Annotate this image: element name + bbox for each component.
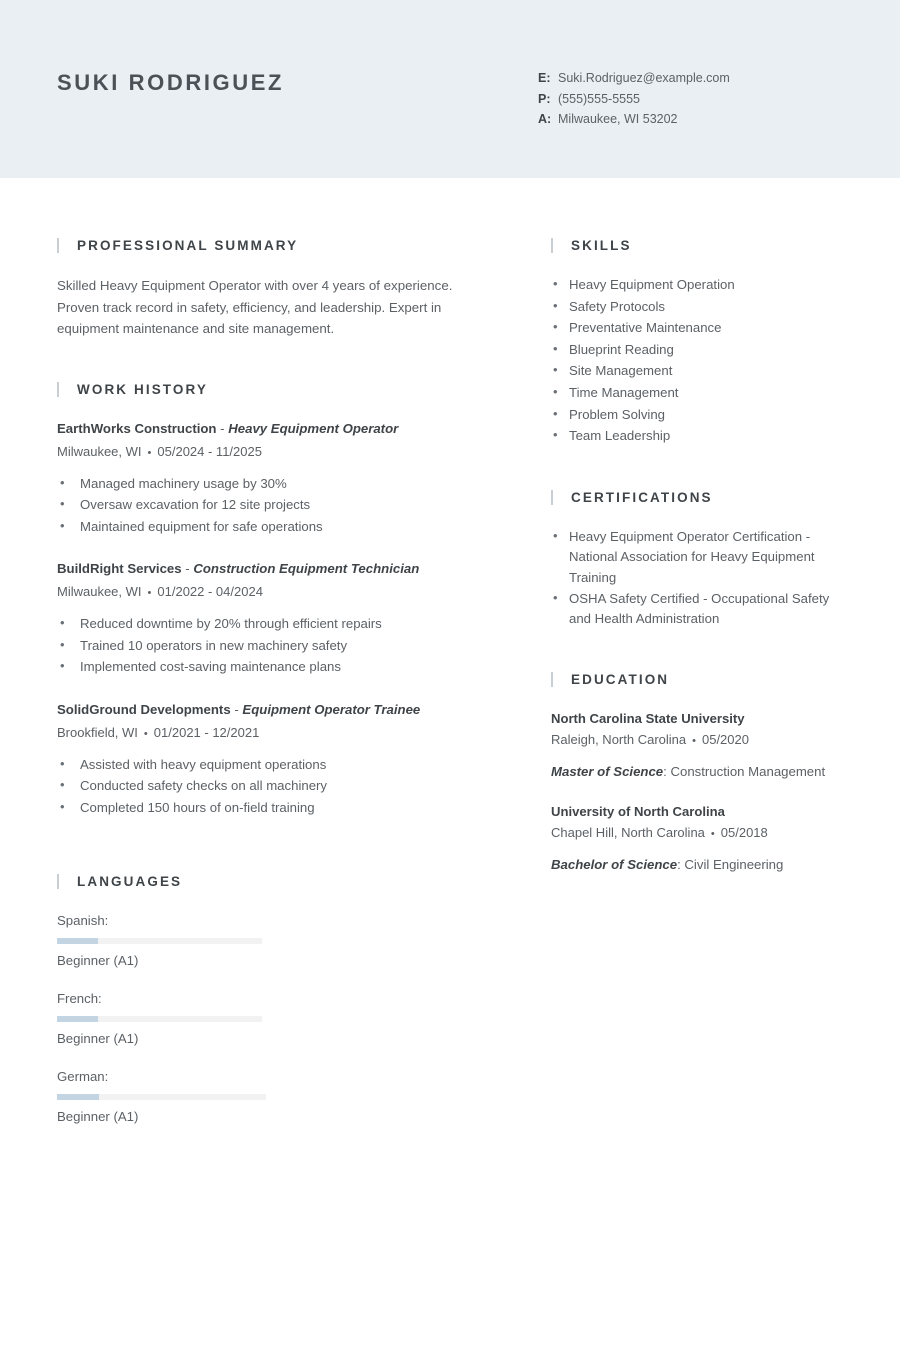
education-location: Chapel Hill, North Carolina — [551, 825, 705, 841]
section-education — [551, 672, 851, 876]
contact-label-email: E: — [538, 71, 551, 85]
separator-dot-icon: • — [147, 587, 152, 599]
list-item: • Oversaw excavation for 12 site projects — [57, 495, 497, 516]
contact-value-phone: (555)555-5555 — [558, 91, 641, 106]
language-progress-track — [57, 1094, 266, 1100]
section-title-label: LANGUAGES — [77, 874, 183, 889]
job-location: Milwaukee, WI — [57, 584, 142, 599]
job-heading — [57, 419, 497, 439]
contact-row-phone — [538, 89, 730, 110]
summary-text: Skilled Heavy Equipment Operator with over 4 years of experience. Proven track record in safety, efficiency, and leadership. Expert in equipment maintenance and site management. — [57, 278, 453, 336]
job-company: SolidGround Developments — [57, 701, 231, 717]
job-title: Construction Equipment Technician — [193, 561, 420, 576]
section-title-skills — [551, 238, 851, 253]
contact-row-address — [538, 109, 730, 130]
contact-label-phone: P: — [538, 91, 551, 106]
job-company: BuildRight Services — [57, 561, 182, 576]
education-degree-field: : Construction Management — [663, 763, 826, 779]
education-degree — [551, 762, 851, 783]
section-languages — [57, 874, 497, 1145]
language-progress-fill — [57, 938, 98, 944]
language-grid — [57, 911, 497, 1145]
list-item: • Managed machinery usage by 30% — [57, 474, 497, 495]
job-meta — [57, 441, 497, 464]
section-title-label: EDUCATION — [571, 671, 670, 687]
section-title-professional-summary — [57, 238, 497, 253]
section-certifications — [551, 490, 851, 630]
page-title: SUKI RODRIGUEZ — [57, 70, 285, 95]
job-dates: 01/2022 - 04/2024 — [157, 584, 263, 599]
contact-block — [538, 68, 730, 130]
contact-label-address: A: — [538, 112, 552, 126]
list-item: • Blueprint Reading — [551, 340, 851, 361]
job-title: Equipment Operator Trainee — [242, 701, 421, 717]
section-skills — [551, 238, 851, 447]
list-item: • Site Management — [551, 361, 851, 382]
language-item — [57, 989, 286, 1049]
job-separator: - — [234, 701, 239, 717]
section-title-education — [551, 672, 851, 687]
section-work-history — [57, 382, 497, 819]
accent-bar-icon — [57, 382, 59, 397]
accent-bar-icon — [551, 672, 553, 687]
left-column — [57, 238, 497, 1145]
language-progress-fill — [57, 1016, 98, 1022]
list-item: • Assisted with heavy equipment operations — [57, 755, 497, 776]
list-item: • Time Management — [551, 383, 851, 404]
job-location: Milwaukee, WI — [57, 443, 142, 459]
resume-header — [0, 0, 900, 178]
contact-value-email: Suki.Rodriguez@example.com — [558, 71, 730, 85]
spacer — [57, 340, 497, 382]
education-location: Raleigh, North Carolina — [551, 731, 687, 747]
list-item: • Implemented cost-saving maintenance plans — [57, 657, 497, 678]
education-school: University of North Carolina — [551, 804, 725, 820]
list-item: • Preventative Maintenance — [551, 318, 851, 339]
work-history-entry — [57, 559, 497, 678]
language-progress-track — [57, 1016, 262, 1022]
section-professional-summary — [57, 238, 497, 340]
job-bullet-list — [57, 474, 497, 538]
section-title-label: SKILLS — [571, 238, 632, 253]
skills-list — [551, 275, 851, 447]
list-item: • Heavy Equipment Operation — [551, 275, 851, 296]
education-degree-label: Bachelor of Science — [551, 857, 678, 873]
education-entry — [551, 802, 851, 876]
section-title-certifications — [551, 490, 851, 505]
language-level: Beginner (A1) — [57, 1031, 139, 1046]
language-progress-fill — [57, 1094, 99, 1100]
accent-bar-icon — [551, 238, 553, 253]
job-heading — [57, 700, 497, 720]
list-item: • Trained 10 operators in new machinery safety — [57, 636, 497, 657]
section-title-work-history — [57, 382, 497, 397]
separator-dot-icon: • — [710, 828, 715, 841]
spacer — [57, 840, 497, 874]
education-school: North Carolina State University — [551, 710, 745, 726]
job-separator: - — [220, 420, 225, 436]
education-degree-label: Master of Science — [551, 763, 664, 779]
job-heading — [57, 559, 497, 579]
spacer — [551, 448, 851, 490]
education-degree-field: : Civil Engineering — [677, 857, 784, 873]
education-date: 05/2018 — [720, 825, 768, 841]
work-history-entry — [57, 419, 497, 538]
job-title: Heavy Equipment Operator — [228, 420, 399, 436]
language-item — [57, 1067, 286, 1127]
list-item: • Safety Protocols — [551, 297, 851, 318]
list-item: • Team Leadership — [551, 426, 851, 447]
job-company: EarthWorks Construction — [57, 420, 217, 436]
separator-dot-icon: • — [147, 446, 152, 459]
contact-value-address: Milwaukee, WI 53202 — [558, 112, 678, 126]
job-separator: - — [185, 561, 190, 576]
contact-row-email — [538, 68, 730, 89]
accent-bar-icon — [57, 874, 59, 889]
certifications-list — [551, 527, 851, 630]
language-level: Beginner (A1) — [57, 1109, 139, 1124]
separator-dot-icon: • — [692, 734, 696, 747]
section-title-label: PROFESSIONAL SUMMARY — [77, 238, 299, 253]
section-title-label: WORK HISTORY — [77, 381, 208, 397]
education-meta — [551, 729, 851, 752]
education-date: 05/2020 — [701, 731, 749, 747]
job-dates: 01/2021 - 12/2021 — [153, 724, 260, 740]
right-column — [551, 238, 851, 896]
accent-bar-icon — [57, 238, 59, 253]
language-name: French: — [57, 991, 102, 1006]
list-item: • Heavy Equipment Operator Certification - National Association for Heavy Equipment Training — [551, 527, 851, 589]
language-progress-track — [57, 938, 262, 944]
job-meta — [57, 722, 497, 745]
list-item: • Reduced downtime by 20% through efficient repairs — [57, 614, 497, 635]
spacer — [551, 630, 851, 672]
job-bullet-list — [57, 614, 497, 678]
work-history-entry — [57, 700, 497, 819]
language-name: German: — [57, 1069, 109, 1084]
education-meta — [551, 822, 851, 845]
section-title-label: CERTIFICATIONS — [571, 489, 713, 505]
job-meta — [57, 581, 497, 604]
job-location: Brookfield, WI — [57, 724, 138, 740]
accent-bar-icon — [551, 490, 553, 505]
list-item: • Problem Solving — [551, 405, 851, 426]
language-level: Beginner (A1) — [57, 953, 139, 968]
language-name: Spanish: — [57, 913, 109, 928]
list-item: • Completed 150 hours of on-field training — [57, 798, 497, 819]
list-item: • OSHA Safety Certified - Occupational Safety and Health Administration — [551, 589, 851, 630]
language-item — [57, 911, 286, 971]
job-bullet-list — [57, 755, 497, 819]
separator-dot-icon: • — [143, 727, 148, 740]
section-title-languages — [57, 874, 497, 889]
education-degree — [551, 855, 851, 876]
list-item: • Maintained equipment for safe operations — [57, 517, 497, 538]
list-item: • Conducted safety checks on all machinery — [57, 776, 497, 797]
education-entry — [551, 709, 851, 783]
job-dates: 05/2024 - 11/2025 — [157, 443, 262, 459]
